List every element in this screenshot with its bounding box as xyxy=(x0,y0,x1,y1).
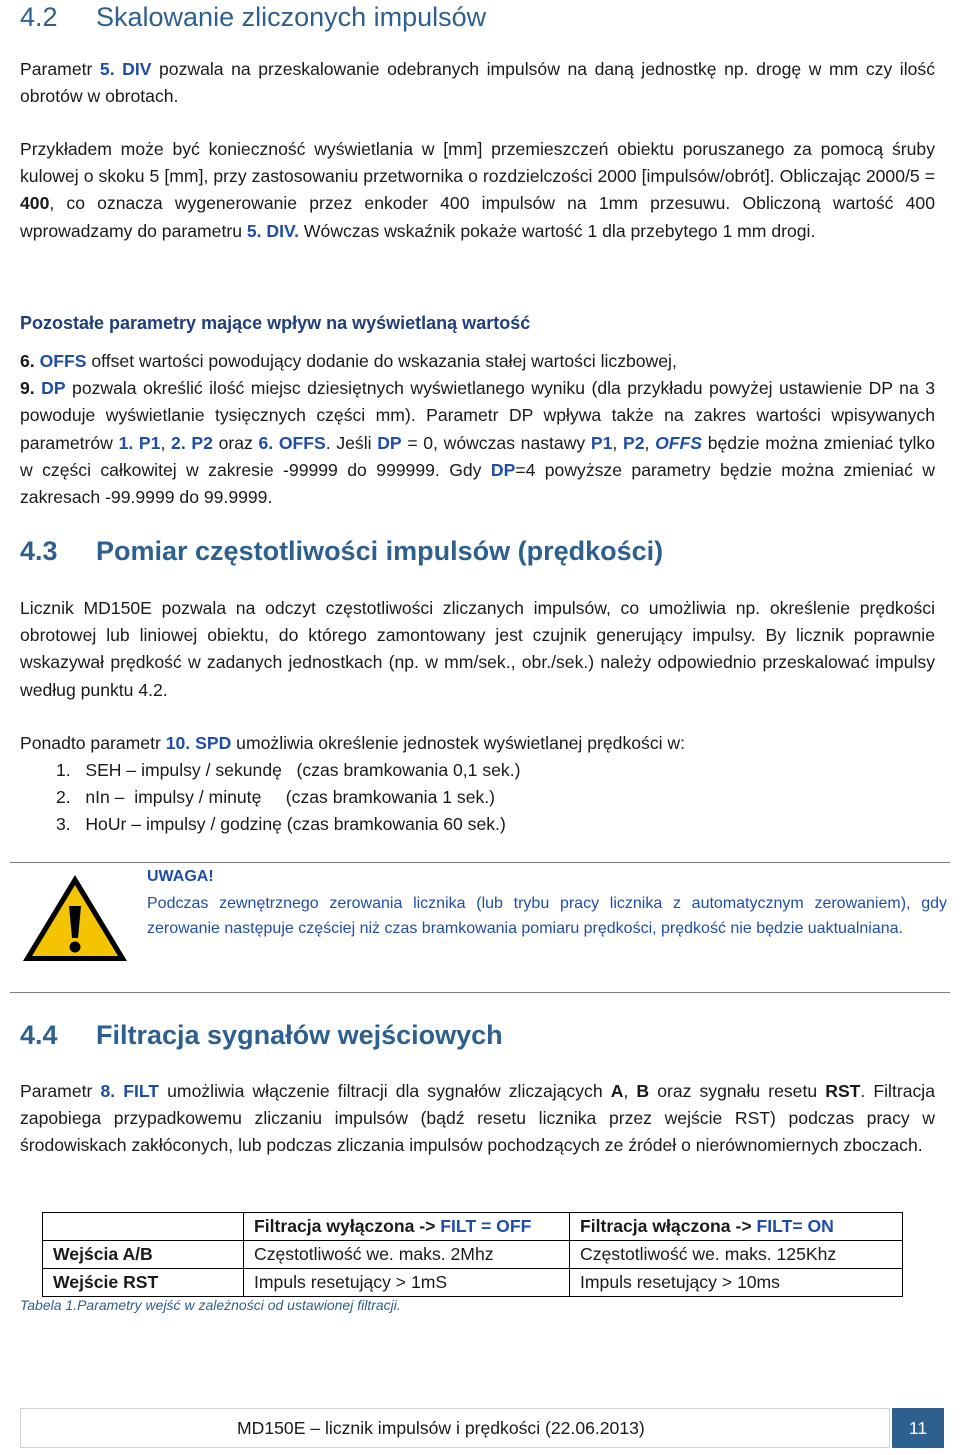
list-item: 1. SEH – impulsy / sekundę (czas bramkowania 0,1 sek.) xyxy=(56,760,521,780)
warning-triangle-icon xyxy=(20,872,130,964)
table-cell: Częstotliwość we. maks. 2Mhz xyxy=(244,1241,570,1269)
section-number: 4.2 xyxy=(20,2,58,32)
paragraph-frequency-intro: Licznik MD150E pozwala na odczyt częstotliwości zliczanych impulsów, co umożliwia np. określenie prędkości obrotowej lub liniowej obiektu, do którego zamontowany jest czujnik generujący impulsy. By licznik poprawnie wskazywał prędkość w zadanych jednostkach (np. w mm/sek., obr./sek.) należy odpowiednio przeskalować impulsy według punktu 4.2. xyxy=(20,598,935,700)
table-cell-label: Wejście RST xyxy=(43,1269,244,1297)
paragraph-other-parameters: 6. OFFS offset wartości powodujący dodanie do wskazania stałej wartości liczbowej, 9. DP pozwala określić ilość miejsc dziesiętnych wyświetlanego wyniku (dla przykładu powyżej ustawienie DP na 3 powoduje wyświetlanie tysięcznych części mm). Parametr DP wpływa także na zakres wartości wpisywanych parametrów 1. P1, 2. P2 oraz 6. OFFS. Jeśli DP = 0, wówczas nastawy P1, P2, OFFS będzie można zmieniać tylko w części całkowitej w zakresie -99999 do 999999. Gdy DP=4 powyższe parametry będzie można zmieniać w zakresach -99.9999 do 99.9999. xyxy=(20,351,935,508)
footer-bar xyxy=(20,1408,890,1448)
paragraph-div-example: Przykładem może być konieczność wyświetlania w [mm] przemieszczeń obiektu poruszanego za pomocą śruby kulowej o skoku 5 [mm], przy zastosowaniu przetwornika o rozdzielczości 2000 [impulsów/obrót]. Obliczając 2000/5 = 400, co oznacza wygenerowanie przez enkoder 400 impulsów na 1mm przesuwu. Obliczoną wartość 400 wprowadzamy do parametru 5. DIV. Wówczas wskaźnik pokaże wartość 1 dla przebytego 1 mm drogi. xyxy=(20,139,935,241)
subheading-other-parameters: Pozostałe parametry mające wpływ na wyświetlaną wartość xyxy=(20,313,531,333)
warning-box xyxy=(20,868,947,968)
paragraph-spd: Ponadto parametr 10. SPD umożliwia określenie jednostek wyświetlanej prędkości w: xyxy=(20,733,686,753)
paragraph-div-intro: Parametr 5. DIV pozwala na przeskalowanie odebranych impulsów na daną jednostkę np. drogę w mm czy ilość obrotów w obrotach. xyxy=(20,59,935,107)
table-row xyxy=(43,1241,903,1269)
table-header-cell: Filtracja włączona -> FILT= ON xyxy=(570,1213,903,1241)
divider xyxy=(10,992,950,993)
section-title-4-2 xyxy=(20,2,486,33)
table-header-cell: Filtracja wyłączona -> FILT = OFF xyxy=(244,1213,570,1241)
table-caption: Tabela 1.Parametry wejść w zależności od ustawionej filtracji. xyxy=(20,1297,401,1313)
spd-unit-list xyxy=(56,757,520,838)
section-title-4-3: 4.3 Pomiar częstotliwości impulsów (prędkości) xyxy=(20,536,664,566)
table-cell: Impuls resetujący > 10ms xyxy=(570,1269,903,1297)
footer-title: MD150E – licznik impulsów i prędkości (22.06.2013) xyxy=(237,1418,645,1438)
table-header-cell xyxy=(43,1213,244,1241)
filter-table xyxy=(42,1212,903,1297)
list-item: 2. nIn – impulsy / minutę (czas bramkowania 1 sek.) xyxy=(56,787,496,807)
table-cell-label: Wejścia A/B xyxy=(43,1241,244,1269)
table-cell: Częstotliwość we. maks. 125Khz xyxy=(570,1241,903,1269)
divider xyxy=(10,862,950,863)
page-number: 11 xyxy=(892,1408,944,1448)
page-footer xyxy=(20,1408,944,1448)
warning-title: UWAGA! xyxy=(147,868,214,885)
list-item: 3. HoUr – impulsy / godzinę (czas bramkowania 60 sek.) xyxy=(56,814,506,834)
table-header-row xyxy=(43,1213,903,1241)
section-title-text: Skalowanie zliczonych impulsów xyxy=(96,2,487,32)
table-cell: Impuls resetujący > 1mS xyxy=(244,1269,570,1297)
paragraph-filtering: Parametr 8. FILT umożliwia włączenie filtracji dla sygnałów zliczających A, B oraz sygnału resetu RST. Filtracja zapobiega przypadkowemu zliczaniu impulsów (bądź resetu licznika przez wejście RST) podczas pracy w środowiskach zakłóconych, lub podczas zliczania impulsów pochodzących ze źródeł o nierównomiernych zboczach. xyxy=(20,1081,935,1156)
section-title-4-4: 4.4 Filtracja sygnałów wejściowych xyxy=(20,1020,503,1050)
warning-text: Podczas zewnętrznego zerowania licznika (lub trybu pracy licznika z automatycznym zerowaniem), gdy zerowanie następuje częściej niż czas bramkowania pomiaru prędkości, prędkość nie będzie uaktualniana. xyxy=(147,895,947,937)
table-row xyxy=(43,1269,903,1297)
